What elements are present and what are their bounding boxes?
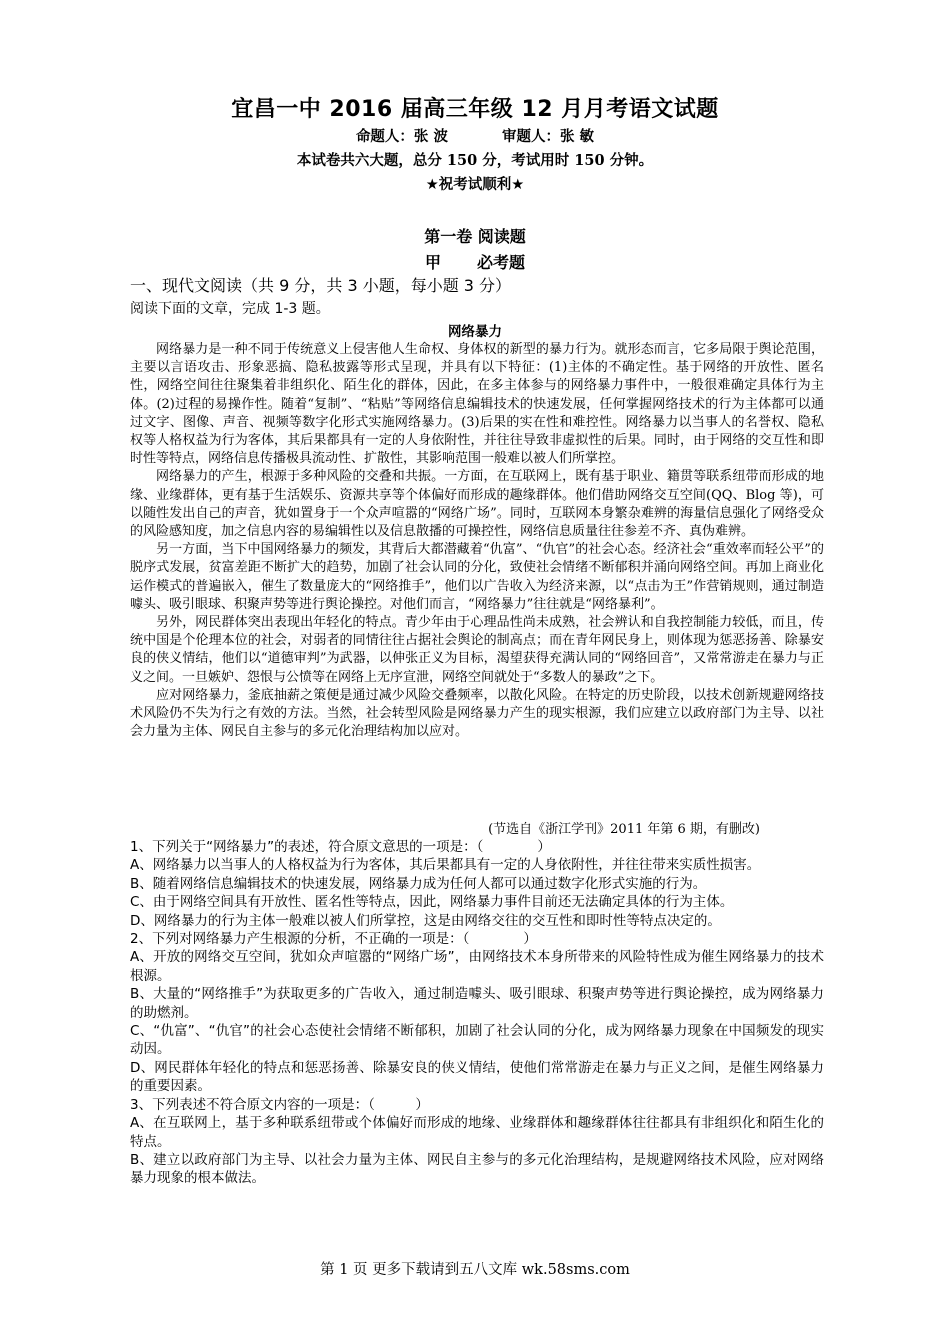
option-b: B、大量的“网络推手”为获取更多的广告收入，通过制造噱头、吸引眼球、积聚声势等进行舆论操控，成为网络暴力的助燃剂。 xyxy=(130,986,824,1021)
question-2 xyxy=(130,930,824,1096)
option-a: A、在互联网上，基于多种联系纽带或个体偏好而形成的地缘、业缘群体和趣缘群体往往都具有非组织化和陌生化的特点。 xyxy=(130,1115,824,1150)
section-heading: 一、现代文阅读（共 9 分，共 3 小题，每小题 3 分） xyxy=(130,276,512,295)
part-label: 甲 xyxy=(424,253,441,272)
article-paragraph: 另一方面，当下中国网络暴力的频发，其背后大都潜藏着“仇富”、“仇官”的社会心态。经济社会“重效率而轻公平”的脱序式发展，贫富差距不断扩大的趋势，加剧了社会认同的分化，致使社会情绪不断郁积并涌向网络空间。再加上商业化运作模式的普遍嵌入，催生了数量庞大的“网络推手”，他们以广告收入为经济来源，以“点击为王”作营销规则，通过制造噱头、吸引眼球、积聚声势等进行舆论操控。对他们而言，“网络暴力”往往就是“网络暴利”。 xyxy=(130,542,824,612)
option-a: A、开放的网络交互空间，犹如众声喧嚣的“网络广场”，由网络技术本身所带来的风险特性成为催生网络暴力的技术根源。 xyxy=(130,949,824,984)
article-source: (节选自《浙江学刊》2011 年第 6 期，有删改) xyxy=(488,822,760,837)
option-d: D、网民群体年轻化的特点和惩恶扬善、除暴安良的侠义情结，使他们常常游走在暴力与正义之间，是催生网络暴力的重要因素。 xyxy=(130,1059,824,1095)
question-stem: 1、下列关于“网络暴力”的表述，符合原文意思的一项是：（ ） xyxy=(130,839,551,855)
setter-name: 命题人：张 波 xyxy=(355,128,448,145)
section-instruction: 阅读下面的文章，完成 1-3 题。 xyxy=(130,301,330,317)
article-paragraph: 另外，网民群体突出表现出年轻化的特点。青少年由于心理品性尚未成熟，社会辨认和自我控制能力较低，而且，传统中国是个伦理本位的社会，对弱者的同情往往占据社会舆论的制高点；而在青年网民身上，则体现为惩恶扬善、除暴安良的侠义情结，他们以“道德审判”为武器，以伸张正义为目标，渴望获得充满认同的“网络回音”，又常常游走在暴力与正义之间。一旦嫉妒、怨恨与公愤等在网络上无序宣泄，网络空间就处于“多数人的暴政”之下。 xyxy=(130,615,824,685)
exam-info: 本试卷共六大题，总分 150 分，考试用时 150 分钟。 xyxy=(296,152,654,169)
exam-title: 宜昌一中 2016 届高三年级 12 月月考语文试题 xyxy=(231,97,719,122)
article-body xyxy=(130,341,824,741)
question-stem: 2、下列对网络暴力产生根源的分析，不正确的一项是：（ ） xyxy=(130,931,537,948)
article-title: 网络暴力 xyxy=(448,324,502,340)
option-d: D、网络暴力的行为主体一般难以被人们所掌控，这是由网络交往的交互性和即时性等特点决定的。 xyxy=(130,912,721,929)
part-title xyxy=(0,252,950,274)
question-1 xyxy=(130,838,824,930)
option-c: C、由于网络空间具有开放性、匿名性等特点，因此，网络暴力事件目前还无法确定具体的行为主体。 xyxy=(130,894,734,911)
question-list xyxy=(130,838,824,1188)
article-paragraph: 应对网络暴力，釜底抽薪之策便是通过减少风险交叠频率，以散化风险。在特定的历史阶段，以技术创新规避网络技术风险仍不失为行之有效的方法。当然，社会转型风险是网络暴力产生的现实根源，我们应建立以政府部门为主导、以社会力量为主体、网民自主参与的多元化治理结构加以应对。 xyxy=(130,687,824,740)
page-footer: 第 1 页 更多下载请到五八文库 wk.58sms.com xyxy=(320,1262,630,1278)
reviewer-name: 审题人：张 敏 xyxy=(502,128,595,145)
option-a: A、网络暴力以当事人的人格权益为行为客体，其后果都具有一定的人身依附性，并往往带来实质性损害。 xyxy=(130,857,761,874)
article-paragraph: 网络暴力的产生，根源于多种风险的交叠和共振。一方面，在互联网上，既有基于职业、籍贯等联系纽带而形成的地缘、业缘群体，更有基于生活娱乐、资源共享等个体偏好而形成的趣缘群体。他们借助网络交互空间(QQ、Blog 等)，可以随性发出自己的声音，犹如置身于一个众声喧嚣的“网络广场”。同时，互联网本身繁杂难辨的海量信息强化了网络受众的风险感知度，加之信息内容的易编辑性以及信息散播的可操控性，网络信息质量往往参差不齐、真伪难辨。 xyxy=(130,469,824,540)
part-name: 必考题 xyxy=(477,253,526,272)
setter-line xyxy=(0,127,950,147)
article-paragraph: 网络暴力是一种不同于传统意义上侵害他人生命权、身体权的新型的暴力行为。就形态而言，它多局限于舆论范围，主要以言语攻击、形象恶搞、隐私披露等形式呈现，并具有以下特征：(1)主体的不确定性。基于网络的开放性、匿名性，网络空间往往聚集着非组织化、陌生化的群体，因此，在多主体参与的网络暴力事件中，一般很难确定具体行为主体。(2)过程的易操作性。随着“复制”、“粘贴”等网络信息编辑技术的快速发展，任何掌握网络技术的行为主体都可以通过文字、图像、声音、视频等数字化形式实施网络暴力。(3)后果的实在性和难控性。网络暴力以当事人的名誉权、隐私权等人格权益为行为客体，其后果都具有一定的人身依附性，并往往导致非虚拟性的后果。同时，由于网络的交互性和即时性等特点，网络信息传播极具流动性、扩散性，其影响范围一般难以被人们所掌控。 xyxy=(130,342,824,467)
option-b: B、建立以政府部门为主导、以社会力量为主体、网民自主参与的多元化治理结构，是规避网络技术风险，应对网络暴力现象的根本做法。 xyxy=(130,1151,824,1187)
volume-title: 第一卷 阅读题 xyxy=(424,227,526,246)
option-b: B、随着网络信息编辑技术的快速发展，网络暴力成为任何人都可以通过数字化形式实施的行为。 xyxy=(130,875,707,892)
question-3 xyxy=(130,1096,824,1188)
question-stem: 3、下列表述不符合原文内容的一项是：（ ） xyxy=(130,1096,429,1113)
good-luck-wish: ★祝考试顺利★ xyxy=(425,177,525,193)
option-c: C、“仇富”、“仇官”的社会心态使社会情绪不断郁积，加剧了社会认同的分化，成为网络暴力现象在中国频发的现实动因。 xyxy=(130,1023,824,1058)
